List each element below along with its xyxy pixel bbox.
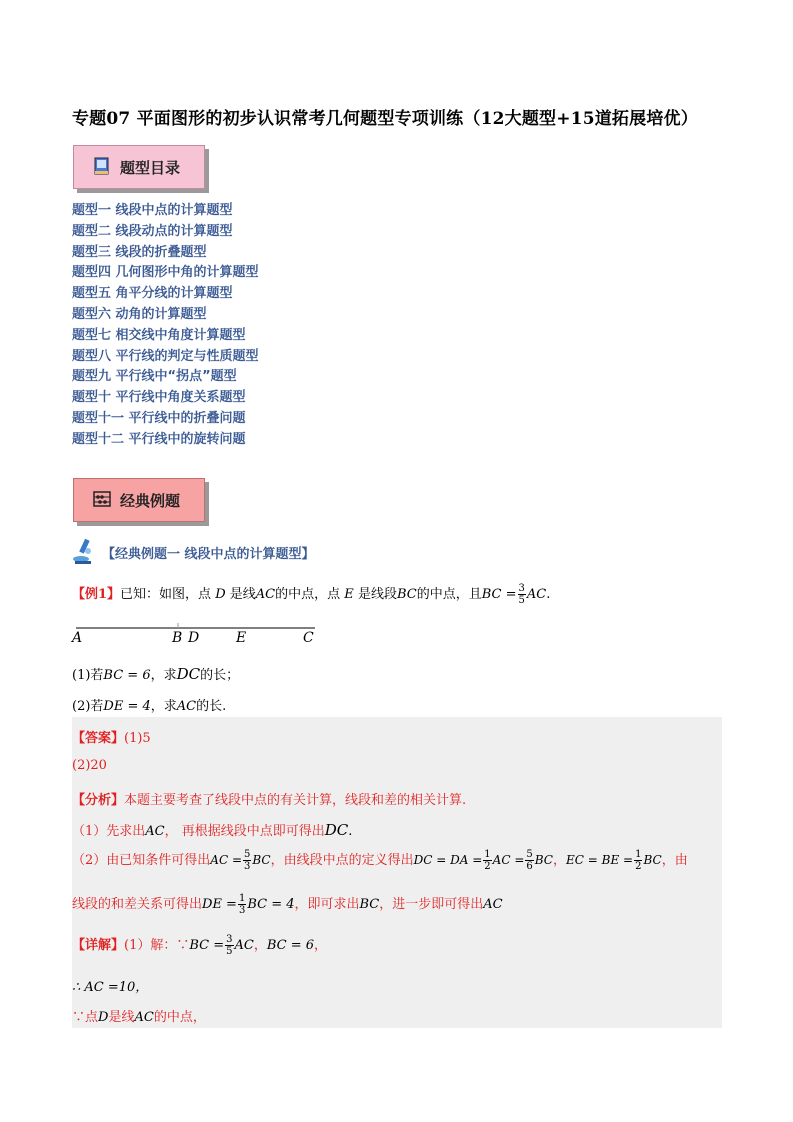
answer-box xyxy=(72,717,722,1028)
analysis-step-3: 线段的和差关系可得出DE = $\frac{1}{3}$ BC = 4，即可求出BC，进一步即可得出AC xyxy=(72,893,503,916)
fraction: $\frac{3}{5}$ xyxy=(518,583,525,606)
var-bc: BC xyxy=(396,587,417,602)
text: 的中点，点 xyxy=(275,587,341,602)
answer-line-2: (2)20 xyxy=(72,758,107,773)
abacus-icon xyxy=(92,489,112,509)
document-title: 专题07 平面图形的初步认识常考几何题型专项训练（12大题型+15道拓展培优） xyxy=(72,109,698,129)
equation-rhs: AC xyxy=(526,587,547,602)
example-statement xyxy=(72,583,550,606)
var-ac: AC xyxy=(255,587,276,602)
toc-item[interactable]: 题型十二 平行线中的旋转问题 xyxy=(72,431,246,447)
point-c-label: C xyxy=(303,630,314,646)
text: 是线 xyxy=(229,587,256,602)
equation-lhs: BC = xyxy=(481,587,517,602)
toc-item[interactable]: 题型三 线段的折叠题型 xyxy=(72,244,207,260)
point-b-label: B xyxy=(172,630,183,646)
toc-item[interactable]: 题型十 平行线中角度关系题型 xyxy=(72,390,246,406)
period: . xyxy=(546,587,551,602)
point-e-label: E xyxy=(236,630,247,646)
toc-item[interactable]: 题型五 角平分线的计算题型 xyxy=(72,286,233,302)
toc-item[interactable]: 题型一 线段中点的计算题型 xyxy=(72,203,233,218)
examples-badge xyxy=(73,478,205,522)
question-2: (2)若DE = 4，求AC的长. xyxy=(72,699,227,714)
point-a-label: A xyxy=(72,630,83,646)
var-e: E xyxy=(344,587,354,602)
text: 已知：如图，点 xyxy=(120,587,212,602)
example-heading-text: 【经典例题一 线段中点的计算题型】 xyxy=(102,547,315,562)
var-d: D xyxy=(215,587,226,602)
question-1: (1)若BC = 6，求DC的长； xyxy=(72,665,240,683)
text: 的中点，且 xyxy=(416,587,482,602)
point-d-label: D xyxy=(188,630,200,646)
toc-item[interactable]: 题型二 线段动点的计算题型 xyxy=(72,223,233,239)
toc-item[interactable]: 题型四 几何图形中角的计算题型 xyxy=(72,265,259,281)
analysis-step-1: （1）先求出AC， 再根据线段中点即可得出DC. xyxy=(72,821,353,839)
toc-badge-label: 题型目录 xyxy=(120,159,181,177)
toc-badge xyxy=(73,145,205,189)
analysis-step-2: （2）由已知条件可得出AC = $\frac{5}{3}$ BC，由线段中点的定义得出DC = DA = $\frac{1}{2}$ AC = $\frac{5}{6}$ BC，EC = BE = $\frac{1}{2}$ BC，由 xyxy=(72,849,688,872)
toc-list xyxy=(72,201,259,451)
detail-line-1: 【详解】(1）解：∵BC = $\frac{3}{5}$ AC，BC = 6， xyxy=(72,934,328,957)
toc-item[interactable]: 题型十一 平行线中的折叠问题 xyxy=(72,410,246,426)
example-tag: 【例1】 xyxy=(72,587,121,602)
toc-item[interactable]: 题型六 动角的计算题型 xyxy=(72,306,207,322)
examples-badge-label: 经典例题 xyxy=(120,492,181,510)
microscope-icon xyxy=(72,537,98,565)
book-icon xyxy=(92,156,112,176)
analysis-line: 【分析】本题主要考查了线段中点的有关计算，线段和差的相关计算. xyxy=(72,793,467,808)
toc-item[interactable]: 题型七 相交线中角度计算题型 xyxy=(72,327,246,343)
toc-item[interactable]: 题型九 平行线中“拐点”题型 xyxy=(72,369,237,385)
answer-line-1: 【答案】(1)5 xyxy=(72,731,151,746)
segment-diagram xyxy=(70,620,330,650)
detail-line-2: ∴ AC =10， xyxy=(72,980,149,995)
text: 是线段 xyxy=(357,587,397,602)
toc-item[interactable]: 题型八 平行线的判定与性质题型 xyxy=(72,348,259,364)
detail-line-3: ∵点D是线AC的中点， xyxy=(72,1010,206,1025)
